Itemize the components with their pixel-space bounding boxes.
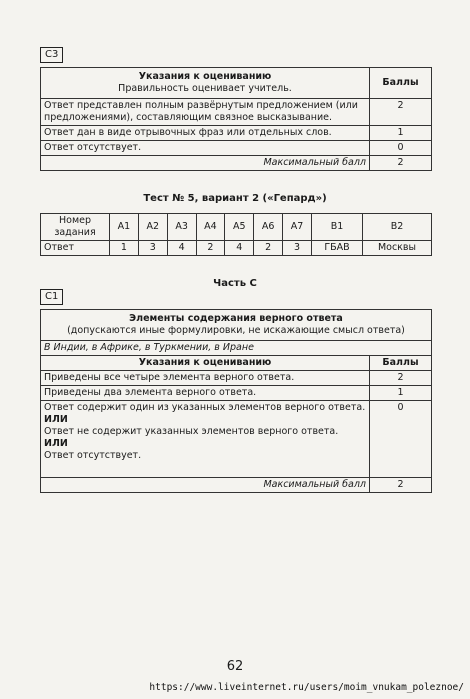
c1-elements-title: Элементы содержания верного ответа	[129, 313, 343, 324]
c1-zero-line2: Ответ не содержит указанных элементов верного ответа.	[44, 426, 339, 437]
c3-max-label: Максимальный балл	[41, 156, 370, 171]
test-row2-label: Ответ	[41, 241, 110, 256]
c3-row-score: 0	[370, 141, 432, 156]
c3-row-text: Ответ представлен полным развёрнутым предложением (или предложениями), составляющим связное высказывание.	[41, 99, 370, 126]
test-col-header: А2	[138, 214, 167, 241]
c3-header	[41, 68, 370, 99]
c1-zero-or1: ИЛИ	[44, 414, 68, 425]
c1-zero-line3: Ответ отсутствует.	[44, 450, 142, 461]
footer-url[interactable]: https://www.liveinternet.ru/users/moim_vnukam_poleznoe/	[149, 682, 464, 693]
c1-row	[41, 371, 432, 386]
c3-row	[41, 141, 432, 156]
test-col-header: А6	[254, 214, 283, 241]
test-answer: 3	[283, 241, 312, 256]
test-col-header: В2	[363, 214, 432, 241]
c3-header-main: Указания к оцениванию	[138, 71, 272, 82]
c3-header-sub: Правильность оценивает учитель.	[118, 83, 292, 94]
page-number: 62	[226, 659, 244, 674]
test-answer: 2	[254, 241, 283, 256]
test-col-header: В1	[312, 214, 363, 241]
c1-label: С1	[40, 289, 63, 305]
test-col-header: А5	[225, 214, 254, 241]
c1-zero-or2: ИЛИ	[44, 438, 68, 449]
test-col-header: А1	[110, 214, 139, 241]
test-answer: 2	[196, 241, 225, 256]
c1-zero-row	[41, 401, 432, 478]
c3-table	[40, 67, 432, 171]
c1-max-score: 2	[370, 478, 432, 493]
c3-row	[41, 99, 432, 126]
c1-elements-header	[41, 310, 432, 341]
c3-row	[41, 126, 432, 141]
c1-row-score: 2	[370, 371, 432, 386]
test-answer: 1	[110, 241, 139, 256]
c1-row	[41, 386, 432, 401]
c3-row-text: Ответ дан в виде отрывочных фраз или отдельных слов.	[41, 126, 370, 141]
c1-row-score: 1	[370, 386, 432, 401]
c1-row-text: Приведены все четыре элемента верного ответа.	[41, 371, 370, 386]
part-c-title: Часть С	[213, 278, 257, 289]
c3-max-row	[41, 156, 432, 171]
c1-table	[40, 309, 432, 493]
c1-max-row	[41, 478, 432, 493]
c1-elements-note: (допускаются иные формулировки, не искажающие смысл ответа)	[67, 325, 405, 336]
c1-zero-line1: Ответ содержит один из указанных элементов верного ответа.	[44, 402, 366, 413]
c1-header-main: Указания к оцениванию	[41, 356, 370, 371]
c1-zero-text	[41, 401, 370, 478]
c3-label: C3	[40, 47, 63, 63]
c3-max-score: 2	[370, 156, 432, 171]
test-col-header: А7	[283, 214, 312, 241]
test-col-header: А3	[167, 214, 196, 241]
c1-header-score: Баллы	[370, 356, 432, 371]
c3-row-text: Ответ отсутствует.	[41, 141, 370, 156]
test-answer: 4	[225, 241, 254, 256]
test-answers-table	[40, 213, 432, 256]
test-title: Тест № 5, вариант 2 («Гепард»)	[143, 193, 327, 204]
c1-max-label: Максимальный балл	[41, 478, 370, 493]
c3-row-score: 2	[370, 99, 432, 126]
c1-answer: В Индии, в Африке, в Туркмении, в Иране	[41, 341, 432, 356]
c3-header-score: Баллы	[370, 68, 432, 99]
test-col-header: А4	[196, 214, 225, 241]
test-answer: ГБАВ	[312, 241, 363, 256]
test-answer: 4	[167, 241, 196, 256]
test-answer: 3	[138, 241, 167, 256]
test-answer: Москвы	[363, 241, 432, 256]
c1-zero-score: 0	[370, 401, 432, 478]
c3-row-score: 1	[370, 126, 432, 141]
test-row1-label: Номер задания	[41, 214, 110, 241]
c1-row-text: Приведены два элемента верного ответа.	[41, 386, 370, 401]
